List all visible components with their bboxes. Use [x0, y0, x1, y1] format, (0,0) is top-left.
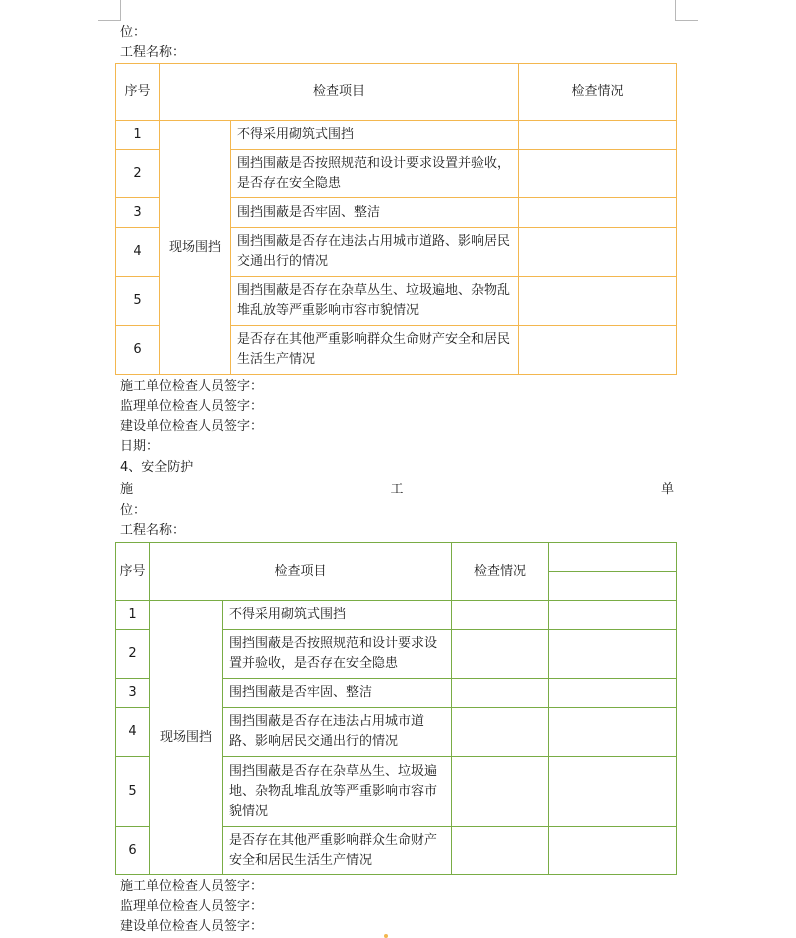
table-row — [116, 121, 677, 150]
row-no: 3 — [116, 679, 150, 708]
status-cell[interactable] — [519, 326, 677, 375]
header-no: 序号 — [116, 543, 150, 601]
project-name-line: 工程名称： — [120, 523, 186, 538]
extra-cell[interactable] — [549, 630, 677, 679]
row-no: 2 — [116, 630, 150, 679]
status-cell[interactable] — [452, 708, 549, 757]
row-no: 6 — [116, 326, 160, 375]
crop-mark-top-left — [98, 0, 121, 21]
header-item: 检查项目 — [160, 64, 519, 121]
extra-cell[interactable] — [549, 757, 677, 827]
row-no: 2 — [116, 150, 160, 198]
row-item: 围挡围蔽是否存在违法占用城市道路、影响居民交通出行的情况 — [223, 708, 452, 757]
extra-header-cell[interactable] — [549, 543, 677, 572]
signature-owner: 建设单位检查人员签字： — [120, 419, 264, 434]
date-line: 日期： — [120, 439, 160, 454]
row-no: 5 — [116, 277, 160, 326]
inspection-table-b — [115, 542, 677, 875]
row-no: 1 — [116, 601, 150, 630]
row-item: 围挡围蔽是否存在杂草丛生、垃圾遍地、杂物乱堆乱放等严重影响市容市貌情况 — [231, 277, 519, 326]
extra-cell[interactable] — [549, 679, 677, 708]
table-row — [116, 601, 677, 630]
signature-owner: 建设单位检查人员签字： — [120, 919, 264, 934]
row-item: 不得采用砌筑式围挡 — [223, 601, 452, 630]
extra-header-cell[interactable] — [549, 572, 677, 601]
row-no: 5 — [116, 757, 150, 827]
row-no: 4 — [116, 708, 150, 757]
row-item: 围挡围蔽是否牢固、整洁 — [231, 198, 519, 228]
row-item: 是否存在其他严重影响群众生命财产安全和居民生活生产情况 — [231, 326, 519, 375]
row-no: 4 — [116, 228, 160, 277]
row-item: 围挡围蔽是否按照规范和设计要求设置并验收，是否存在安全隐患 — [223, 630, 452, 679]
row-item: 围挡围蔽是否牢固、整洁 — [223, 679, 452, 708]
status-cell[interactable] — [452, 757, 549, 827]
row-no: 1 — [116, 121, 160, 150]
status-cell[interactable] — [519, 277, 677, 326]
extra-cell[interactable] — [549, 827, 677, 875]
crop-mark-top-right — [675, 0, 698, 21]
status-cell[interactable] — [519, 150, 677, 198]
unit-line-justified — [120, 480, 674, 500]
unit-char: 工 — [390, 482, 404, 497]
row-item: 围挡围蔽是否按照规范和设计要求设置并验收，是否存在安全隐患 — [231, 150, 519, 198]
category-cell: 现场围挡 — [160, 121, 231, 375]
signature-construction: 施工单位检查人员签字： — [120, 879, 264, 894]
header-item: 检查项目 — [150, 543, 452, 601]
unit-char: 施 — [120, 482, 134, 497]
unit-char: 单 — [660, 482, 674, 497]
row-item: 围挡围蔽是否存在杂草丛生、垃圾遍地、杂物乱堆乱放等严重影响市容市貌情况 — [223, 757, 452, 827]
section-heading: 4、安全防护 — [120, 460, 194, 475]
status-cell[interactable] — [452, 679, 549, 708]
status-cell[interactable] — [519, 198, 677, 228]
signature-supervision: 监理单位检查人员签字： — [120, 899, 264, 914]
signature-supervision: 监理单位检查人员签字： — [120, 399, 264, 414]
cursor-marker-dot — [384, 934, 388, 938]
row-no: 3 — [116, 198, 160, 228]
header-status: 检查情况 — [452, 543, 549, 601]
row-no: 6 — [116, 827, 150, 875]
status-cell[interactable] — [452, 827, 549, 875]
category-cell: 现场围挡 — [150, 601, 223, 875]
inspection-table-a — [115, 63, 677, 375]
unit-line: 位： — [120, 503, 147, 518]
status-cell[interactable] — [452, 630, 549, 679]
header-no: 序号 — [116, 64, 160, 121]
row-item: 不得采用砌筑式围挡 — [231, 121, 519, 150]
header-status: 检查情况 — [519, 64, 677, 121]
status-cell[interactable] — [452, 601, 549, 630]
extra-cell[interactable] — [549, 708, 677, 757]
row-item: 是否存在其他严重影响群众生命财产安全和居民生活生产情况 — [223, 827, 452, 875]
row-item: 围挡围蔽是否存在违法占用城市道路、影响居民交通出行的情况 — [231, 228, 519, 277]
unit-line: 位： — [120, 25, 147, 40]
status-cell[interactable] — [519, 121, 677, 150]
signature-construction: 施工单位检查人员签字： — [120, 379, 264, 394]
project-name-line: 工程名称： — [120, 45, 186, 60]
status-cell[interactable] — [519, 228, 677, 277]
extra-cell[interactable] — [549, 601, 677, 630]
